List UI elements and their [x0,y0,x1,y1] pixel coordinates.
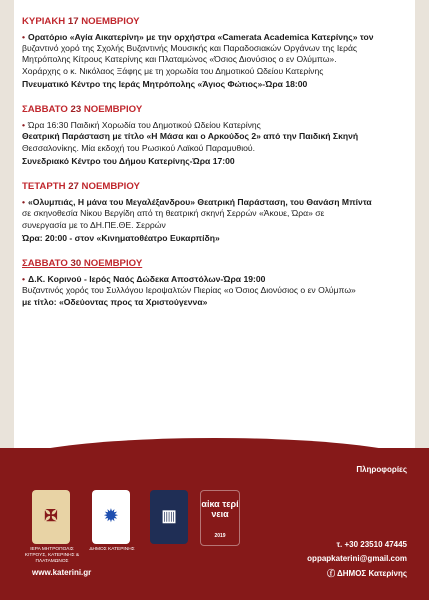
facebook-link[interactable]: ⓕ ΔΗΜΟΣ Κατερίνης [327,568,407,578]
event-line: με τίτλο: «Οδεύοντας προς τα Χριστούγεννα» [22,296,208,307]
phone-text: τ. +30 23510 47445 [336,540,407,549]
facebook-icon: ⓕ [327,568,338,578]
event-date: ΣΑΒΒΑΤΟ 23 ΝΟΕΜΒΡΙΟΥ [22,104,143,116]
event-2 [22,104,410,167]
event-date: ΚΥΡΙΑΚΗ 17 ΝΟΕΜΒΡΙΟΥ [22,16,140,27]
event-line: • Ορατόριο «Αγία Αικατερίνη» με την ορχήστρα «Camerata Academica Κατερίνης» τον [22,31,374,42]
event-line: Μητρόπολης Κίτρους Κατερίνης και Πλαταμώνος «Όσιος Διονύσιος ο εν Ολύμπω». [22,54,337,65]
event-line: Θεσσαλονίκης. Μία εκδοχή του Ρωσικού Λαϊκού Παραμυθιού. [22,142,255,153]
event-line: Βυζαντινός χορός του Συλλόγου Ιεροψαλτών Πιερίας «ο Όσιος Διονύσιος ο εν Ολύμπω» [22,285,356,296]
event-line: βυζαντινό χορό της Σχολής Βυζαντινής Μουσικής και Παραδοσιακών Οργάνων της Ιεράς [22,43,358,53]
metropolis-logo: ✠ [32,490,70,544]
event-4 [22,258,410,308]
event-line: σε σκηνοθεσία Νίκου Βεργίδη από τη θεατρική σκηνή Σερρών «Άκουε, Ώρα» σε [22,208,325,219]
event-place: Πνευματικό Κέντρο της Ιεράς Μητρόπολης «Άγιος Φώτιος»-Ώρα 18:00 [22,79,308,90]
partner-logos [24,490,239,580]
event-line: Χοράρχης ο κ. Νικόλαος Ξάφης με τη χορωδία του Δημοτικού Ωδείου Κατερίνης [22,65,324,76]
contact-info [307,538,407,581]
event-line: συνεργασία με το ΔΗ.ΠΕ.ΘΕ. Σερρών [22,219,166,230]
event-line: • Ώρα 16:30 Παιδική Χορωδία του Δημοτικού Ωδείου Κατερίνης [22,120,261,131]
metropolis-caption: ΙΕΡΑ ΜΗΤΡΟΠΟΛΙΣ ΚΙΤΡΟΥΣ, ΚΑΤΕΡΙΝΗΣ & ΠΛΑΤΑΜΩΝΟΣ [24,547,80,564]
event-date: ΤΕΤΑΡΤΗ 27 ΝΟΕΜΒΡΙΟΥ [22,181,140,193]
dimos-caption: ΔΗΜΟΣ ΚΑΤΕΡΙΝΗΣ [89,547,135,552]
event-1 [22,16,410,90]
event-place: Συνεδριακό Κέντρο του Δήμου Κατερίνης-Ώρα 17:00 [22,156,235,167]
website-link[interactable]: www.katerini.gr [32,568,92,577]
events-list [22,16,410,314]
aikaterinia-logo: αἰκα τερί νεια 2019 [200,490,240,546]
cultural-org-logo: ▥ [150,490,188,544]
event-place: Ώρα: 20:00 - στον «Κινηματοθέατρο Ευκαρπίδη» [22,233,220,244]
footer [0,448,429,600]
event-line: • «Ολυμπιάς, Η μάνα του Μεγαλέξανδρου» Θεατρική Παράσταση, του Θανάση Μπίντα [22,197,372,208]
dimos-logo: ✹ [92,490,130,544]
event-3 [22,181,410,244]
email-link[interactable]: oppapkaterini@gmail.com [307,554,407,564]
info-title: Πληροφορίες [356,465,407,474]
event-line: Θεατρική Παράσταση με τίτλο «Η Μάσα και ο Αρκούδος 2» από την Παιδική Σκηνή [22,131,359,142]
event-line: • Δ.Κ. Κορινού - Ιερός Ναός Δώδεκα Αποστόλων-Ώρα 19:00 [22,274,266,285]
event-date: ΣΑΒΒΑΤΟ 30 ΝΟΕΜΒΡΙΟΥ [22,258,143,270]
